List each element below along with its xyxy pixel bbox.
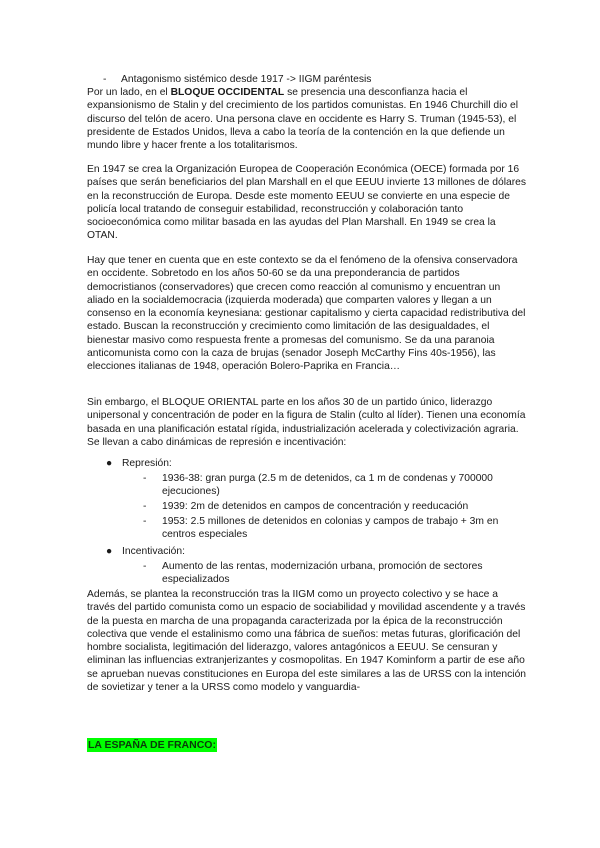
bullet-marker: ● <box>106 458 113 469</box>
list-item <box>143 500 523 513</box>
represion-item-2: 1939: 2m de detenidos en campos de concentración y reeducación <box>162 501 469 512</box>
dash-marker: - <box>143 561 147 572</box>
list-item <box>143 472 523 499</box>
paragraph-bloque-occidental <box>87 86 527 152</box>
bullet-incentivacion-label: Incentivación: <box>122 546 185 557</box>
bullet-represion-label: Represión: <box>122 458 172 469</box>
dash-marker: - <box>143 516 147 527</box>
intro-dash-item <box>103 73 533 86</box>
represion-item-1: 1936-38: gran purga (2.5 m de detenidos, ca 1 m de condenas y 700000 ejecuciones) <box>162 473 493 498</box>
bloque-occidental-bold: BLOQUE OCCIDENTAL <box>170 87 285 98</box>
bloque-occidental-post: se presencia una desconfianza hacia el expansionismo de Stalin y del crecimiento de los partidos comunistas. En 1946 Churchill dio el discurso del telón de acero. Una persona clave en occidente es Harry S. Truman (1945-53), el presidente de Estados Unidos, lleva a cabo la teoría de la contención en la que defiende un mundo libre y hacer frente a los totalitarismos. <box>87 87 518 152</box>
incentivacion-item-1: Aumento de las rentas, modernización urbana, promoción de sectores especializados <box>162 561 483 586</box>
paragraph-reconstruccion: Además, se plantea la reconstrucción tras la IIGM como un proyecto colectivo y se hace a través del partido comunista como un espacio de sociabilidad y movilidad ascendente y a través de la puesta en marcha de una propaganda caracterizada por la épica de la reconstrucción colectiva que vende el estalinismo como una fábrica de sueños: metas futuras, glorificación del hombre socialista, legitimación del liderazgo, valores antagónicos a EEUU. Se censuran y eliminan las influencias extranjerizantes y cosmopolitas. En 1947 Kominform a partir de ese año se aprueban nuevas constituciones en Europa del este similares a las de URSS con la intención de sovietizar y tener a la URSS como modelo y vanguardia- <box>87 589 527 694</box>
bloque-occidental-pre: Por un lado, en el <box>87 87 171 98</box>
dash-marker: - <box>103 74 107 85</box>
list-item <box>143 515 523 542</box>
bullet-incentivacion <box>106 545 526 558</box>
list-item <box>143 560 523 587</box>
bullet-marker: ● <box>106 546 113 557</box>
represion-item-3: 1953: 2.5 millones de detenidos en colonias y campos de trabajo + 3m en centros especiales <box>162 516 499 541</box>
section-heading: LA ESPAÑA DE FRANCO: <box>88 739 216 751</box>
intro-dash-text: Antagonismo sistémico desde 1917 -> IIGM paréntesis <box>121 74 372 85</box>
dash-marker: - <box>143 473 147 484</box>
paragraph-oece: En 1947 se crea la Organización Europea de Cooperación Económica (OECE) formada por 16 países que serán beneficiarios del plan Marshall en el que EEUU invierte 13 millones de dólares en la reconstrucción de Europa. Desde este momento EEUU se convierte en una especie de policía local tratando de conseguir estabilidad, reconstrucción y colaboración tanto socioeconómica como militar basada en las ayudas del Plan Marshall. En 1949 se crea la OTAN. <box>87 164 527 242</box>
paragraph-bloque-oriental: Sin embargo, el BLOQUE ORIENTAL parte en los años 30 de un partido único, liderazgo unipersonal y concentración de poder en la figura de Stalin (culto al líder). Tienen una economía basada en una planificación estatal rígida, industrialización acelerada y colectivización agraria. Se llevan a cabo dinámicas de represión e incentivación: <box>87 397 526 448</box>
dash-marker: - <box>143 501 147 512</box>
bullet-represion <box>106 457 526 470</box>
paragraph-ofensiva-conservadora: Hay que tener en cuenta que en este contexto se da el fenómeno de la ofensiva conservadora en occidente. Sobretodo en los años 50-60 se da una preponderancia de partidos democristianos (conservadores) que crecen como reacción al comunismo y encuentran un aliado en la socialdemocracia (izquierda moderada) que comparten valores y llegan a un consenso en la economía keynesiana: gestionar capitalismo y cierta capacidad redistributiva del estado. Buscan la reconstrucción y crecimiento como limitación de las desigualdades, el bienestar masivo como respuesta frente a promesas del comunismo. Se da una paranoia anticomunista como con la caza de brujas (senador Joseph McCarthy Fins 40s-1956), las elecciones italianas de 1948, operación Bolero-Paprika en Francia… <box>87 255 526 373</box>
